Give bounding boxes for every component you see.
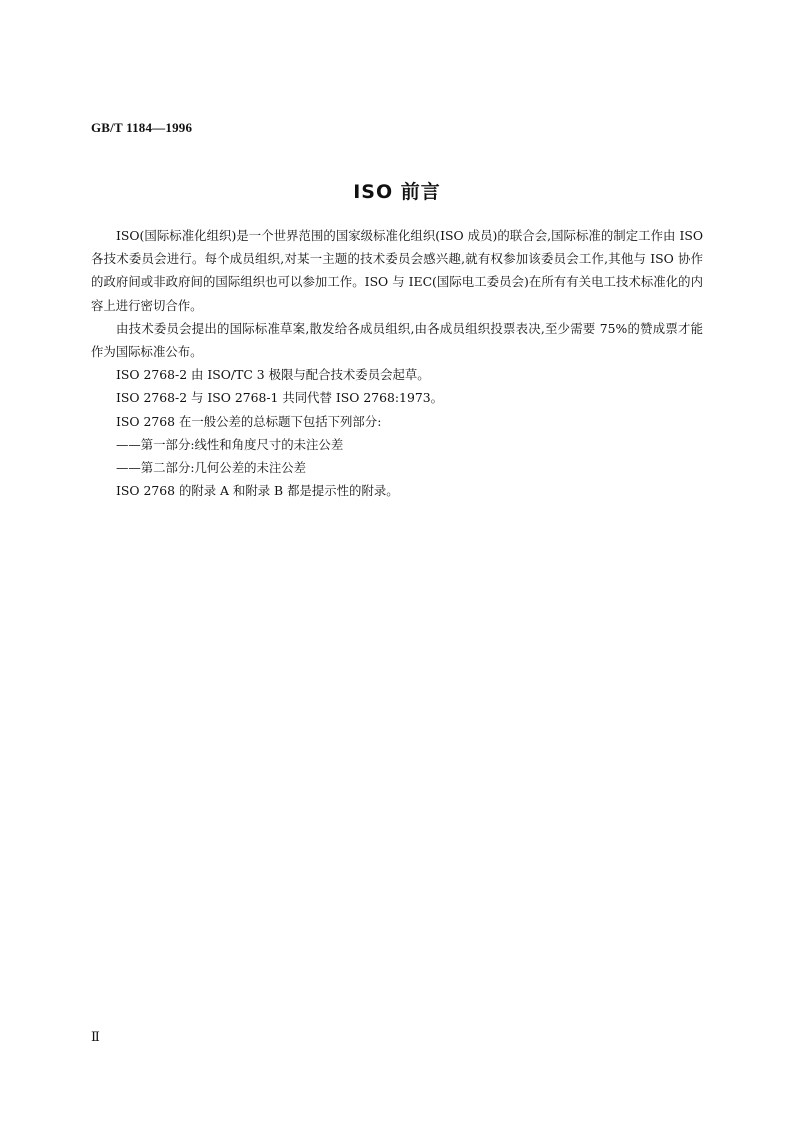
paragraph-iso-intro: ISO(国际标准化组织)是一个世界范围的国家级标准化组织(ISO 成员)的联合会,国际标准的制定工作由 ISO 各技术委员会进行。每个成员组织,对某一主题的技术委员会感兴趣,就有权参加该委员会工作,其他与 ISO 协作的政府间或非政府间的国际组织也可以参加工作。ISO 与 IEC(国际电工委员会)在所有有关电工技术标准化的内容上进行密切合作。 bbox=[91, 228, 703, 313]
page-number: Ⅱ bbox=[91, 1029, 100, 1044]
paragraph-annexes: ISO 2768 的附录 A 和附录 B 都是提示性的附录。 bbox=[116, 483, 399, 499]
foreword-body bbox=[91, 224, 703, 502]
list-item-part-2: ——第二部分:几何公差的未注公差 bbox=[116, 460, 307, 476]
standard-code: GB/T 1184—1996 bbox=[91, 120, 193, 135]
list-item-part-1: ——第一部分:线性和角度尺寸的未注公差 bbox=[116, 436, 344, 452]
paragraph-drafting: ISO 2768-2 由 ISO/TC 3 极限与配合技术委员会起草。 bbox=[116, 367, 430, 383]
paragraph-replacement: ISO 2768-2 与 ISO 2768-1 共同代替 ISO 2768:1973。 bbox=[116, 390, 443, 406]
paragraph-parts-intro: ISO 2768 在一般公差的总标题下包括下列部分: bbox=[116, 413, 382, 429]
page-title: ISO 前言 bbox=[353, 181, 441, 203]
paragraph-voting: 由技术委员会提出的国际标准草案,散发给各成员组织,由各成员组织投票表决,至少需要 75%的赞成票才能作为国际标准公布。 bbox=[91, 320, 703, 360]
